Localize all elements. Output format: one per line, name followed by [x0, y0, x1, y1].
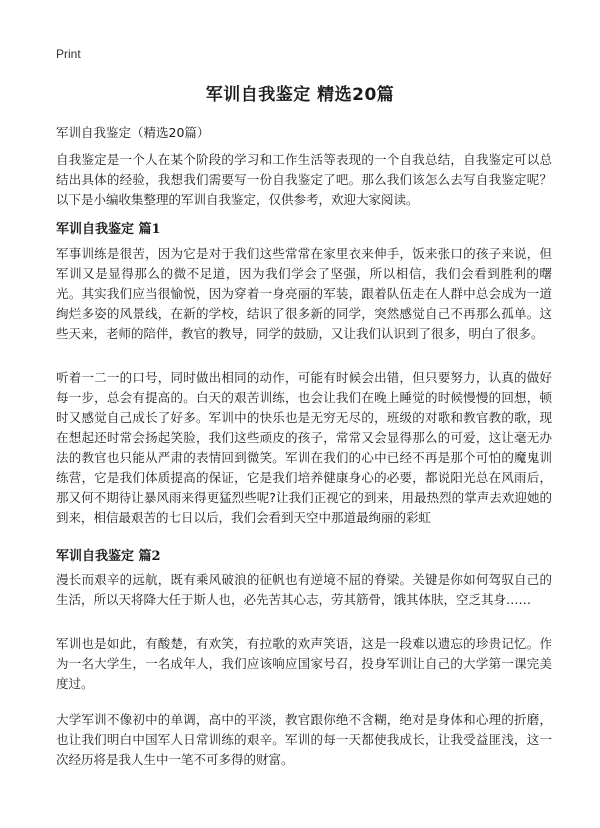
section-1-paragraph-2: 听着一二一的口号，同时做出相同的动作，可能有时候会出错，但只要努力，认真的做好每一步，总会有提高的。白天的艰苦训练，也会让我们在晚上睡觉的时候慢慢的回想，顿时又感觉自己成长了好多。军训中的快乐也是无穷无尽的，班级的对歌和教官教的歌，现在想起还时常会扬起笑脸，我们这些顽皮的孩子，常常又会显得那么的可爱，这让毫无办法的教官也只能从严肃的表情回到微笑。军训在我们的心中已经不再是那个可怕的魔鬼训练营，它是我们体质提高的保证，它是我们培养健康身心的必要，都说阳光总在风雨后，那又何不期待让暴风雨来得更猛烈些呢?让我们正视它的到来，用最热烈的掌声去欢迎她的到来，相信最艰苦的七日以后，我们会看到天空中那道最绚丽的彩虹 — [56, 370, 552, 525]
page-title: 军训自我鉴定 精选20篇 — [205, 85, 395, 105]
section-2-paragraph-1: 漫长而艰辛的远航，既有乘风破浪的征帆也有逆境不屈的脊梁。关键是你如何驾驭自己的生活，所以天将降大任于斯人也，必先苦其心志，劳其筋骨，饿其体肤，空乏其身…… — [56, 572, 552, 607]
section-heading-2: 军训自我鉴定 篇2 — [56, 549, 161, 564]
section-1-paragraph-1: 军事训练是很苦，因为它是对于我们这些常常在家里衣来伸手，饭来张口的孩子来说，但军训又是显得那么的微不足道，因为我们学会了坚强，所以相信，我们会看到胜利的曙光。其实我们应当很愉悦，因为穿着一身亮丽的军装，跟着队伍走在人群中总会成为一道绚烂多姿的风景线，在新的学校，结识了很多新的同学，突然感觉自己不再那么孤单。这些天来，老师的陪伴，教官的教导，同学的鼓励，又让我们认识到了很多，明白了很多。 — [56, 246, 552, 341]
intro-paragraph: 自我鉴定是一个人在某个阶段的学习和工作生活等表现的一个自我总结，自我鉴定可以总结出具体的经验，我想我们需要写一份自我鉴定了吧。那么我们该怎么去写自我鉴定呢？以下是小编收集整理的军训自我鉴定，仅供参考，欢迎大家阅读。 — [56, 152, 552, 207]
print-link[interactable]: Print — [56, 47, 81, 61]
section-heading-1: 军训自我鉴定 篇1 — [56, 222, 161, 237]
page-subtitle: 军训自我鉴定（精选20篇） — [56, 125, 210, 140]
section-2-paragraph-2: 军训也是如此，有酸楚，有欢笑，有拉歌的欢声笑语，这是一段难以遗忘的珍贵记忆。作为一名大学生，一名成年人，我们应该响应国家号召，投身军训让自己的大学第一课完美度过。 — [56, 636, 552, 691]
section-2-paragraph-3: 大学军训不像初中的单调，高中的平淡，教官跟你绝不含糊，绝对是身体和心理的折磨，也让我们明白中国军人日常训练的艰辛。军训的每一天都使我成长，让我受益匪浅，这一次经历将是我人生中一笔不可多得的财富。 — [56, 712, 552, 767]
